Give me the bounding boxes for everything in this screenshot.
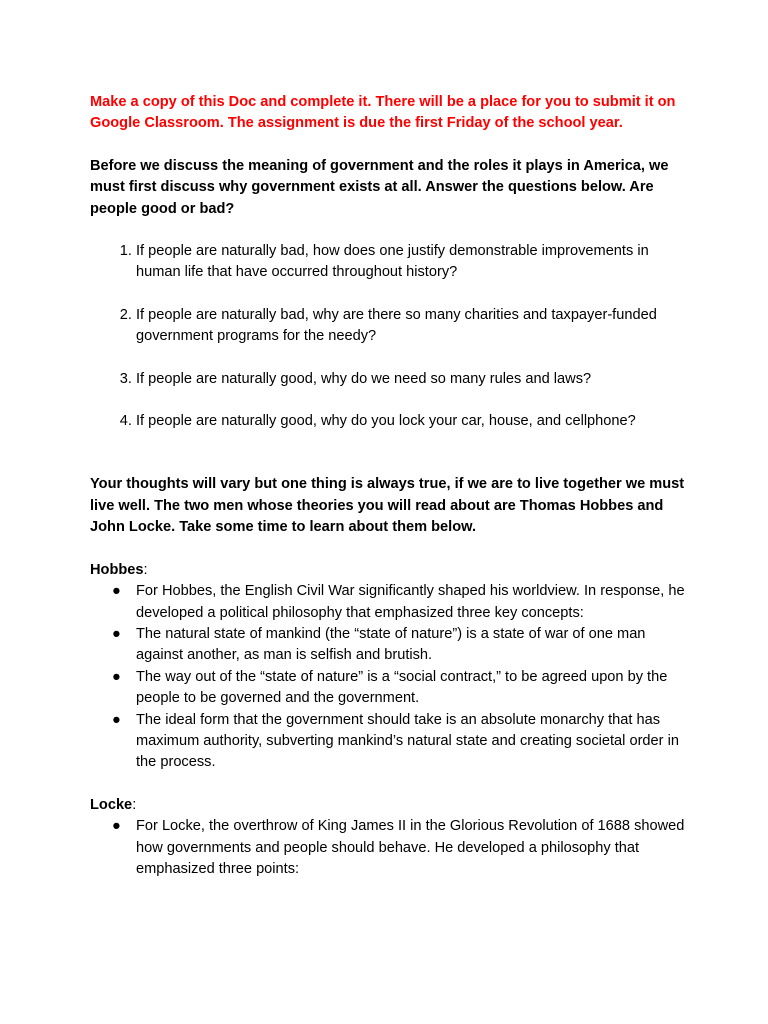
question-item: 4. If people are naturally good, why do you lock your car, house, and cellphone? xyxy=(136,411,690,432)
hobbes-heading-label: Hobbes xyxy=(90,561,144,578)
bullet-icon: ● xyxy=(112,668,121,685)
hobbes-bullet-text: The way out of the “state of nature” is a “social contract,” to be agreed upon by the people to be governed and the government. xyxy=(136,668,668,707)
question-list xyxy=(90,241,690,432)
transition-paragraph: Your thoughts will vary but one thing is always true, if we are to live together we must live well. The two men whose theories you will read about are Thomas Hobbes and John Locke. Take some time to learn about them below. xyxy=(90,476,685,536)
locke-heading-colon: : xyxy=(132,796,137,813)
locke-bullet-list xyxy=(90,816,690,880)
hobbes-bullet-list xyxy=(90,581,690,774)
document-page xyxy=(90,92,690,880)
locke-bullet-text: For Locke, the overthrow of King James II in the Glorious Revolution of 1688 showed how governments and people should behave. He developed a philosophy that emphasized three points: xyxy=(136,818,685,877)
hobbes-bullet xyxy=(112,624,690,667)
assignment-instructions: Make a copy of this Doc and complete it. There will be a place for you to submit it on Google Classroom. The assignment is due the first Friday of the school year. xyxy=(90,94,676,132)
hobbes-heading xyxy=(90,560,690,581)
bullet-icon: ● xyxy=(112,818,121,835)
bullet-icon: ● xyxy=(112,583,121,600)
hobbes-bullet xyxy=(112,710,690,774)
question-item: 2. If people are naturally bad, why are there so many charities and taxpayer-funded government programs for the needy? xyxy=(136,305,690,348)
locke-bullet xyxy=(112,816,690,880)
locke-heading xyxy=(90,795,690,816)
bullet-icon: ● xyxy=(112,625,121,642)
question-item: 3. If people are naturally good, why do we need so many rules and laws? xyxy=(136,369,690,390)
intro-paragraph: Before we discuss the meaning of government and the roles it plays in America, we must first discuss why government exists at all. Answer the questions below. Are people good or bad? xyxy=(90,157,669,217)
hobbes-bullet-text: For Hobbes, the English Civil War significantly shaped his worldview. In response, he developed a political philosophy that emphasized three key concepts: xyxy=(136,583,685,621)
hobbes-bullet-text: The natural state of mankind (the “state of nature”) is a state of war of one man against another, as man is selfish and brutish. xyxy=(136,625,646,664)
hobbes-bullet xyxy=(112,667,690,710)
hobbes-bullet xyxy=(112,581,690,624)
bullet-icon: ● xyxy=(112,711,121,728)
question-item: 1. If people are naturally bad, how does one justify demonstrable improvements in human life that have occurred throughout history? xyxy=(136,241,690,284)
locke-heading-label: Locke xyxy=(90,796,133,813)
hobbes-heading-colon: : xyxy=(143,561,148,578)
hobbes-bullet-text: The ideal form that the government should take is an absolute monarchy that has maximum authority, subverting mankind’s natural state and creating societal order in the process. xyxy=(136,711,679,771)
